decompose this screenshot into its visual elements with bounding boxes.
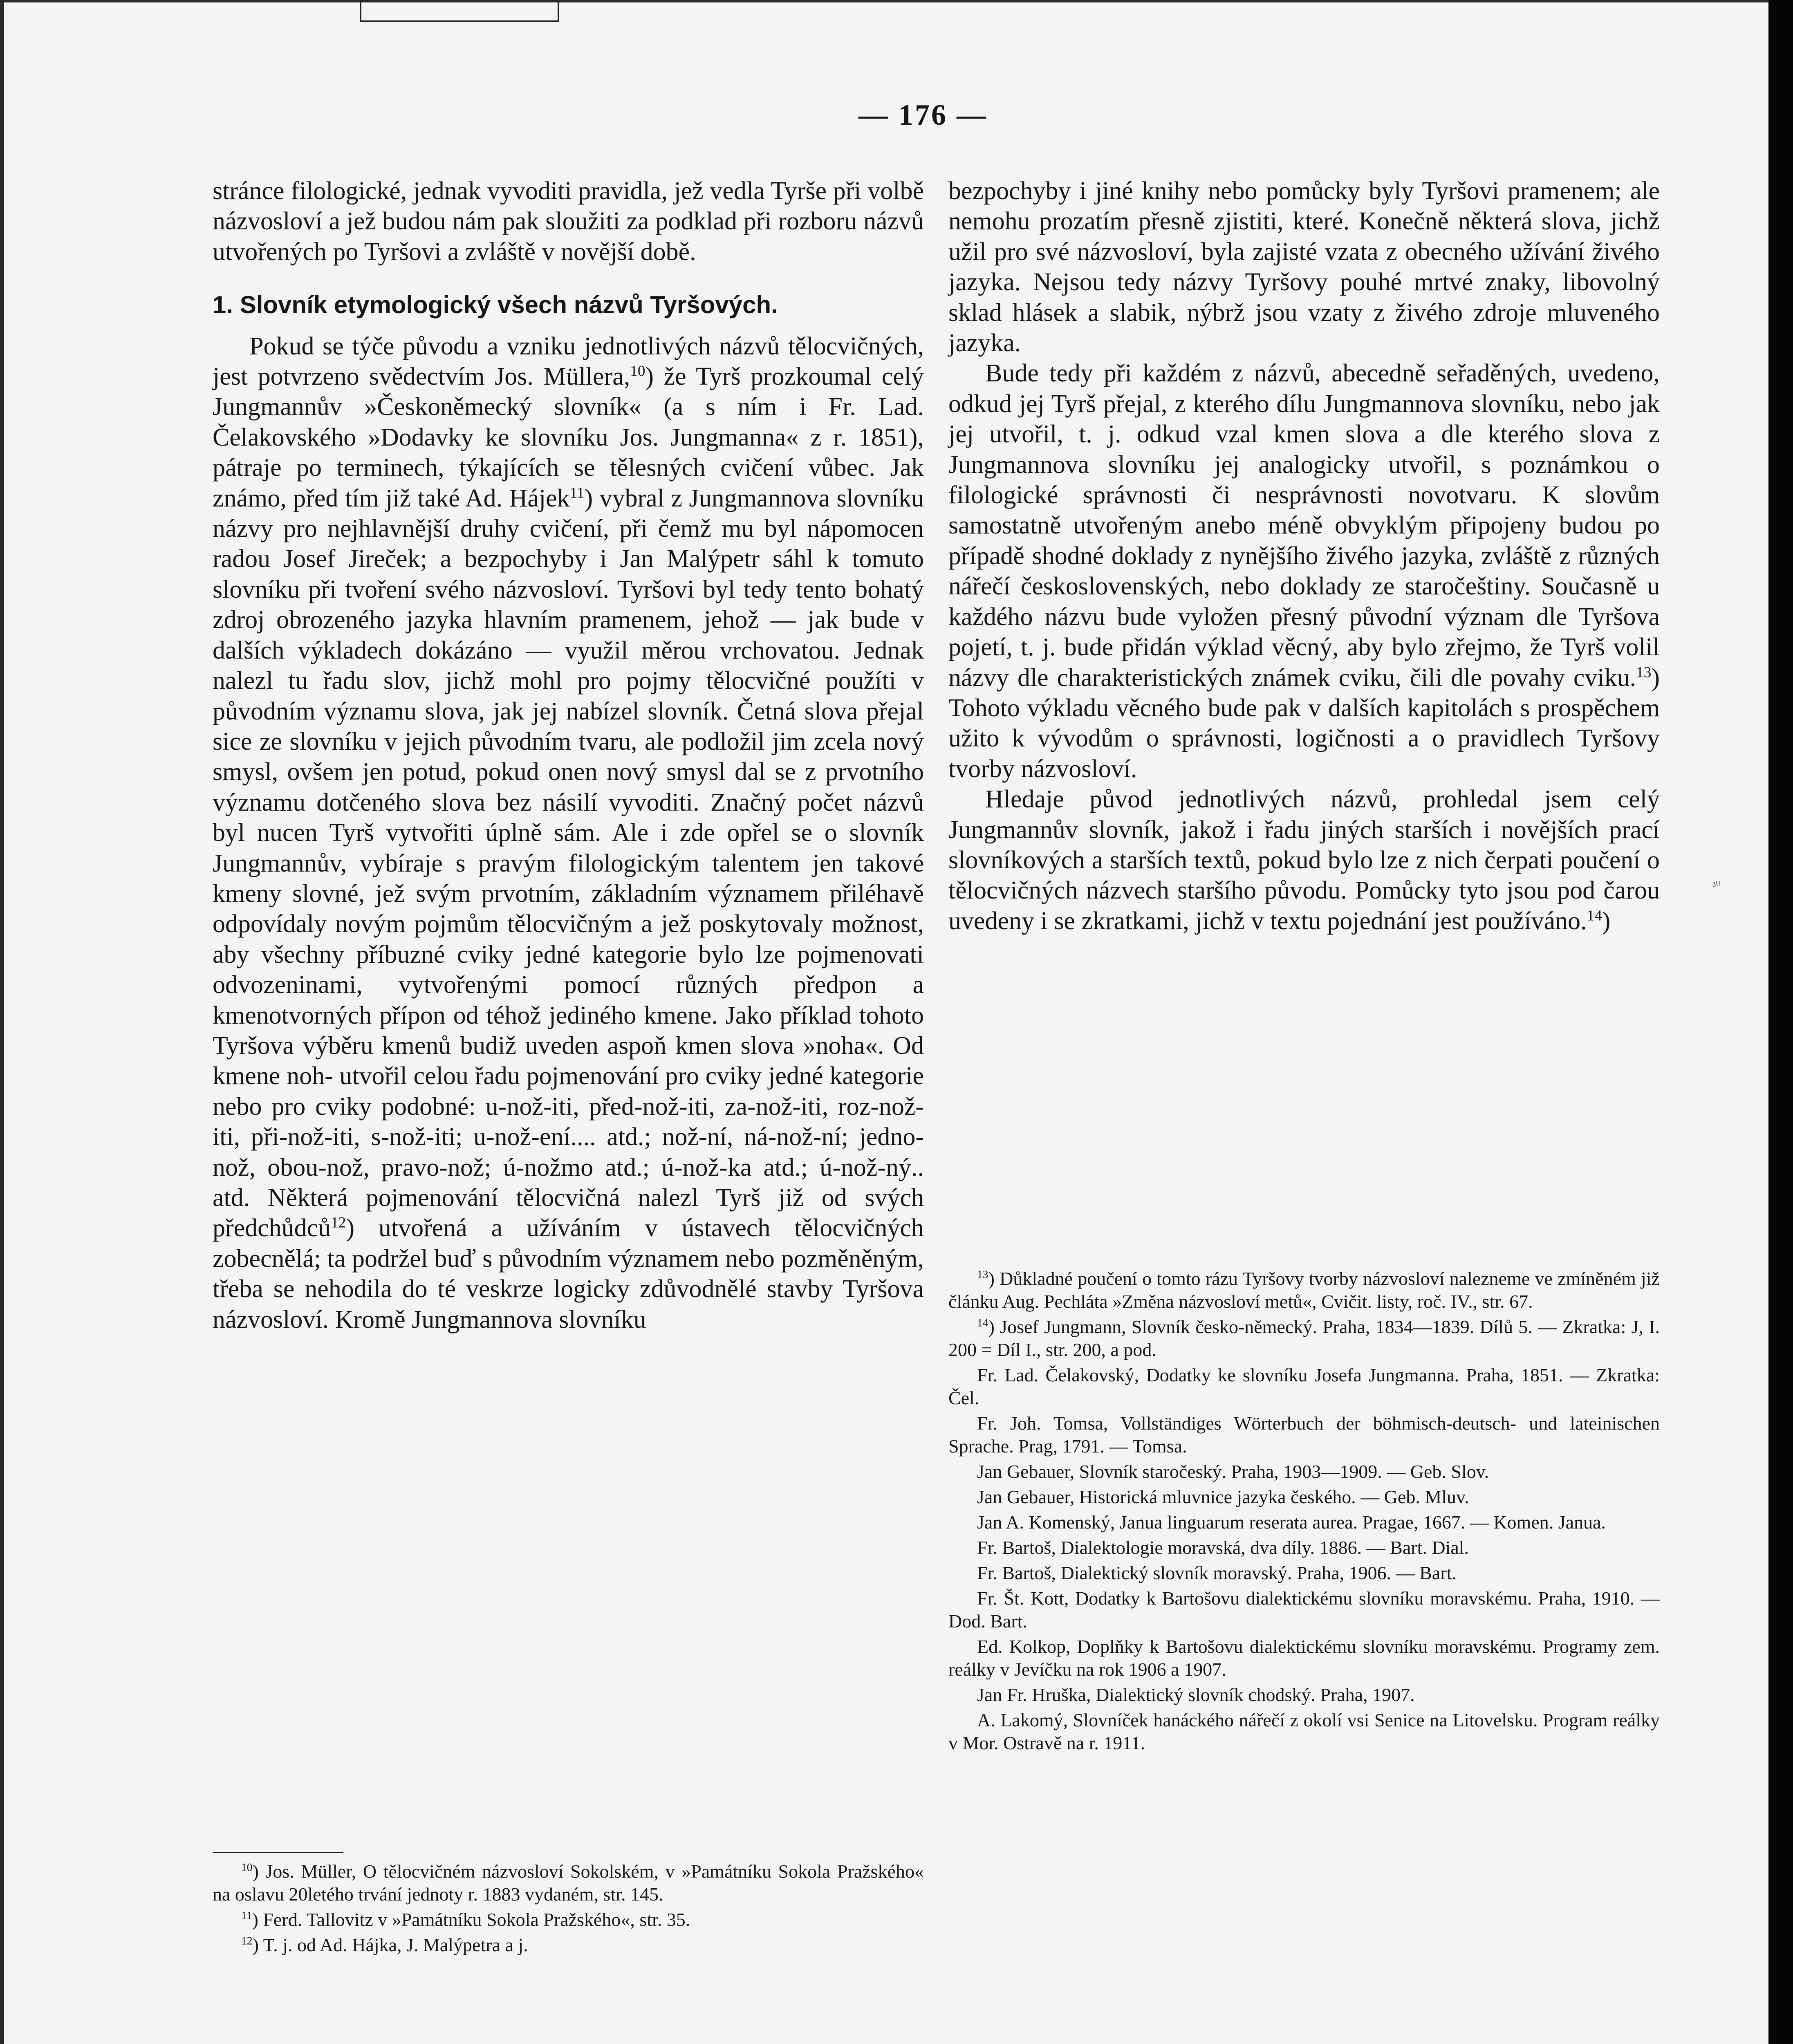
paragraph: stránce filologické, jednak vyvoditi pravidla, jež vedla Tyrše při volbě názvosloví a jež budou nám pak sloužiti za podklad při rozboru názvů utvořených po Tyršovi a zvláště v novější době. — [213, 177, 924, 266]
text-run: ) vybral z Jungmannova slovníku názvy pro nejhlavnější druhy cvičení, při čemž mu byl nápomocen radou Josef Jireček; a bezpochyby i Jan Malýpetr sáhl k tomuto slovníku při tvoření svého názvosloví. Tyršovi byl tedy tento bohatý zdroj obrozeného jazyka hlavním pramenem, jehož — jak bude v dalších výkladech dokázáno — využil měrou vrchovatou. Jednak nalezl tu řadu slov, jichž mohl pro pojmy tělocvičné použíti v původním významu slova, jak jej nabízel slovník. Četná slova přejal sice ze slovníku v jejich původním tvaru, ale podložil jim zcela nový smysl, ovšem jen potud, pokud onen nový smysl dal se z prvotního významu dotčeného slova bez násilí vyvoditi. Značný počet názvů byl nucen Tyrš vytvořiti úplně sám. Ale i zde opřel se o slovník Jungmannův, vybíraje s pravým filologickým talentem jen takové kmeny slovné, jež svým prvotním, základním významem přiléhavě odpovídaly novým pojmům tělocvičným a jež poskytovaly možnost, aby všechny příbuzné cviky jedné kategorie bylo lze pojmenovati odvozeninami, vytvořenými pomocí různých předpon a kmenotvorných přípon od téhož jediného kmene. Jako příklad tohoto Tyršova výběru kmenů budiž uveden aspoň kmen slova »noha«. Od kmene noh- utvořil celou řadu pojmenování pro cviky jedné kategorie nebo pro cviky podobné: u-nož-iti, před-nož-iti, za-nož-iti, roz-nož-iti, při-nož-iti, s-nož-iti; u-nož-ení.... atd.; nož-ní, ná-nož-ní; jedno-nož, obou-nož, pravo-nož; ú-nožmo atd.; ú-nož-ka atd.; ú-nož-ný.. atd. Některá pojmenování tělocvičná nalezl Tyrš již od svých předchůdců — [213, 484, 924, 1242]
footnote-ref: 13 — [1636, 663, 1652, 681]
footnote-text: ) Jos. Müller, O tělocvičném názvosloví Sokolském, v »Památníku Sokola Pražského« na oslavu 20letého trvání jednoty r. 1883 vydaném, str. 145. — [213, 1861, 924, 1905]
text-run: Bude tedy při každém z názvů, abecedně seřaděných, uvedeno, odkud jej Tyrš přejal, z kterého dílu Jungmannova slovníku, nebo jak jej utvořil, t. j. odkud vzal kmen slova a dle kterého slova z Jungmannova slovníku jej analogicky utvořil, s poznámkou o filologické správnosti či nesprávnosti novotvaru. K slovům samostatně utvořeným anebo méně obvyklým připojeny budou po případě shodné doklady z nynějšího živého jazyka, zvláště z různých nářečí československých, nebo doklady ze staročeštiny. Současně u každého názvu bude vyložen přesný původní význam dle Tyršova pojetí, t. j. bude přidán výklad věcný, aby bylo zřejmo, že Tyrš volil názvy dle charakteristických známek cviku, čili dle povahy cviku. — [948, 359, 1660, 692]
paragraph — [213, 331, 924, 1335]
footnote — [948, 1316, 1660, 1361]
paragraph: bezpochyby i jiné knihy nebo pomůcky byly Tyršovi pramenem; ale nemohu prozatím přesně zjistiti, které. Konečně některá slova, jichž užil pro své názvosloví, byla zajisté vzata z obecného užívání živého jazyka. Nejsou tedy názvy Tyršovy pouhé mrtvé znaky, libovolný sklad hlásek a slabik, nýbrž jsou vzaty z živého zdroje mluveného jazyka. — [948, 177, 1660, 357]
bibliography-entry: Fr. Joh. Tomsa, Vollständiges Wörterbuch der böhmisch-deutsch- und lateinischen Sprache. Prag, 1791. — Tomsa. — [948, 1413, 1660, 1457]
paragraph — [948, 358, 1660, 784]
footnote-rule — [213, 1852, 343, 1853]
footnote-text: ) Důkladné poučení o tomto rázu Tyršovy tvorby názvosloví nalezneme ve zmíněném již článku Aug. Pechláta »Změna názvosloví metů«, Cvičit. listy, roč. IV., str. 67. — [948, 1268, 1660, 1312]
footnote — [213, 1860, 924, 1906]
footnote-text: ) Josef Jungmann, Slovník česko-německý. Praha, 1834—1839. Dílů 5. — Zkratka: J, I. 200 = Díl I., str. 200, a pod. — [948, 1316, 1660, 1360]
crop-mark — [360, 0, 559, 22]
text-run: ) že Tyrš prozkoumal celý Jungmannův »Českoněmecký slovník« (a s ním i Fr. Lad. Čelakovského »Dodavky ke slovníku Jos. Jungmanna« z r. 1851), pátraje po terminech, týkajících se tělesných cvičení vůbec. Jak známo, před tím již také Ad. Hájek — [213, 363, 924, 512]
bibliography-entry: A. Lakomý, Slovníček hanáckého nářečí z okolí vsi Senice na Litovelsku. Program reálky v Mor. Ostravě na r. 1911. — [948, 1710, 1660, 1753]
bibliography-entry: Ed. Kolkop, Doplňky k Bartošovu dialektickému slovníku moravskému. Programy zem. reálky v Jevíčku na rok 1906 a 1907. — [948, 1636, 1660, 1680]
footnote-ref: 11 — [569, 484, 585, 501]
bibliography-entry: Fr. Bartoš, Dialektický slovník moravský. Praha, 1906. — Bart. — [977, 1562, 1457, 1583]
bibliography-entry: Fr. Bartoš, Dialektologie moravská, dva díly. 1886. — Bart. Dial. — [977, 1537, 1469, 1558]
scan-border-left — [0, 0, 4, 2044]
footnote-number: 14 — [977, 1316, 988, 1329]
text-run: Pokud se týče původu a vzniku jednotlivých názvů tělocvičných, jest potvrzeno svědectvím Jos. Müllera, — [213, 332, 924, 391]
text-run: ) — [1602, 907, 1611, 935]
footnote-number: 11 — [241, 1909, 252, 1922]
margin-mark: ᶾᵁ — [1713, 879, 1721, 891]
footnote-ref: 12 — [331, 1214, 346, 1231]
right-column — [948, 176, 1660, 936]
footnote-text: ) T. j. od Ad. Hájka, J. Malýpetra a j. — [252, 1934, 528, 1955]
bibliography-entry: Jan Gebauer, Historická mluvnice jazyka českého. — Geb. Mluv. — [977, 1486, 1469, 1507]
footnote-text: ) Ferd. Tallovitz v »Památníku Sokola Pražského«, str. 35. — [252, 1909, 690, 1930]
scan-border-top — [0, 0, 1793, 2]
section-heading: 1. Slovník etymologický všech názvů Tyršových. — [213, 291, 778, 319]
footnote-ref: 10 — [630, 363, 645, 380]
bibliography-entry: Jan Fr. Hruška, Dialektický slovník chodský. Praha, 1907. — [977, 1684, 1415, 1705]
bibliography-entry: Jan Gebauer, Slovník staročeský. Praha, 1903—1909. — Geb. Slov. — [977, 1461, 1489, 1482]
footnote-number: 13 — [977, 1268, 988, 1281]
footnote-ref: 14 — [1587, 907, 1602, 924]
text-run: ) Tohoto výkladu věcného bude pak v dalších kapitolách s prospěchem užito k vývodům o správnosti, logičnosti a o pravidlech Tyršovy tvorby názvosloví. — [948, 663, 1660, 783]
footnotes-left — [213, 1860, 924, 1959]
footnote-number: 10 — [241, 1860, 253, 1874]
bibliography-entry: Jan A. Komenský, Janua linguarum reserata aurea. Pragae, 1667. — Komen. Janua. — [977, 1512, 1606, 1533]
page-number: — 176 — — [858, 99, 988, 131]
bibliography-entry: Fr. Št. Kott, Dodatky k Bartošovu dialektickému slovníku moravskému. Praha, 1910. — Dod. Bart. — [948, 1588, 1660, 1632]
footnotes-right — [948, 1267, 1660, 1757]
paragraph — [948, 784, 1660, 936]
footnote — [213, 1908, 924, 1931]
text-run: Hledaje původ jednotlivých názvů, prohledal jsem celý Jungmannův slovník, jakož i řadu jiných starších i novějších prací slovníkových a starších textů, pokud bylo lze z nich čerpati poučení o tělocvičných názvech staršího původu. Pomůcky tyto jsou pod čarou uvedeny i se zkratkami, jichž v textu pojednání jest používáno. — [948, 785, 1660, 935]
left-column — [213, 176, 924, 1335]
footnote-number: 12 — [241, 1934, 253, 1947]
scan-border-right — [1768, 0, 1793, 2044]
text-run: ) utvořená a užíváním v ústavech tělocvičných zobecnělá; ta podržel buď s původním významem nebo pozměněným, třeba se nehodila do té veskrze logicky zdůvodnělé stavby Tyršova názvosloví. Kromě Jungmannova slovníku — [213, 1214, 924, 1334]
bibliography-entry: Fr. Lad. Čelakovský, Dodatky ke slovníku Josefa Jungmanna. Praha, 1851. — Zkratka: Čel. — [948, 1365, 1660, 1408]
footnote — [213, 1934, 924, 1957]
footnote — [948, 1267, 1660, 1313]
